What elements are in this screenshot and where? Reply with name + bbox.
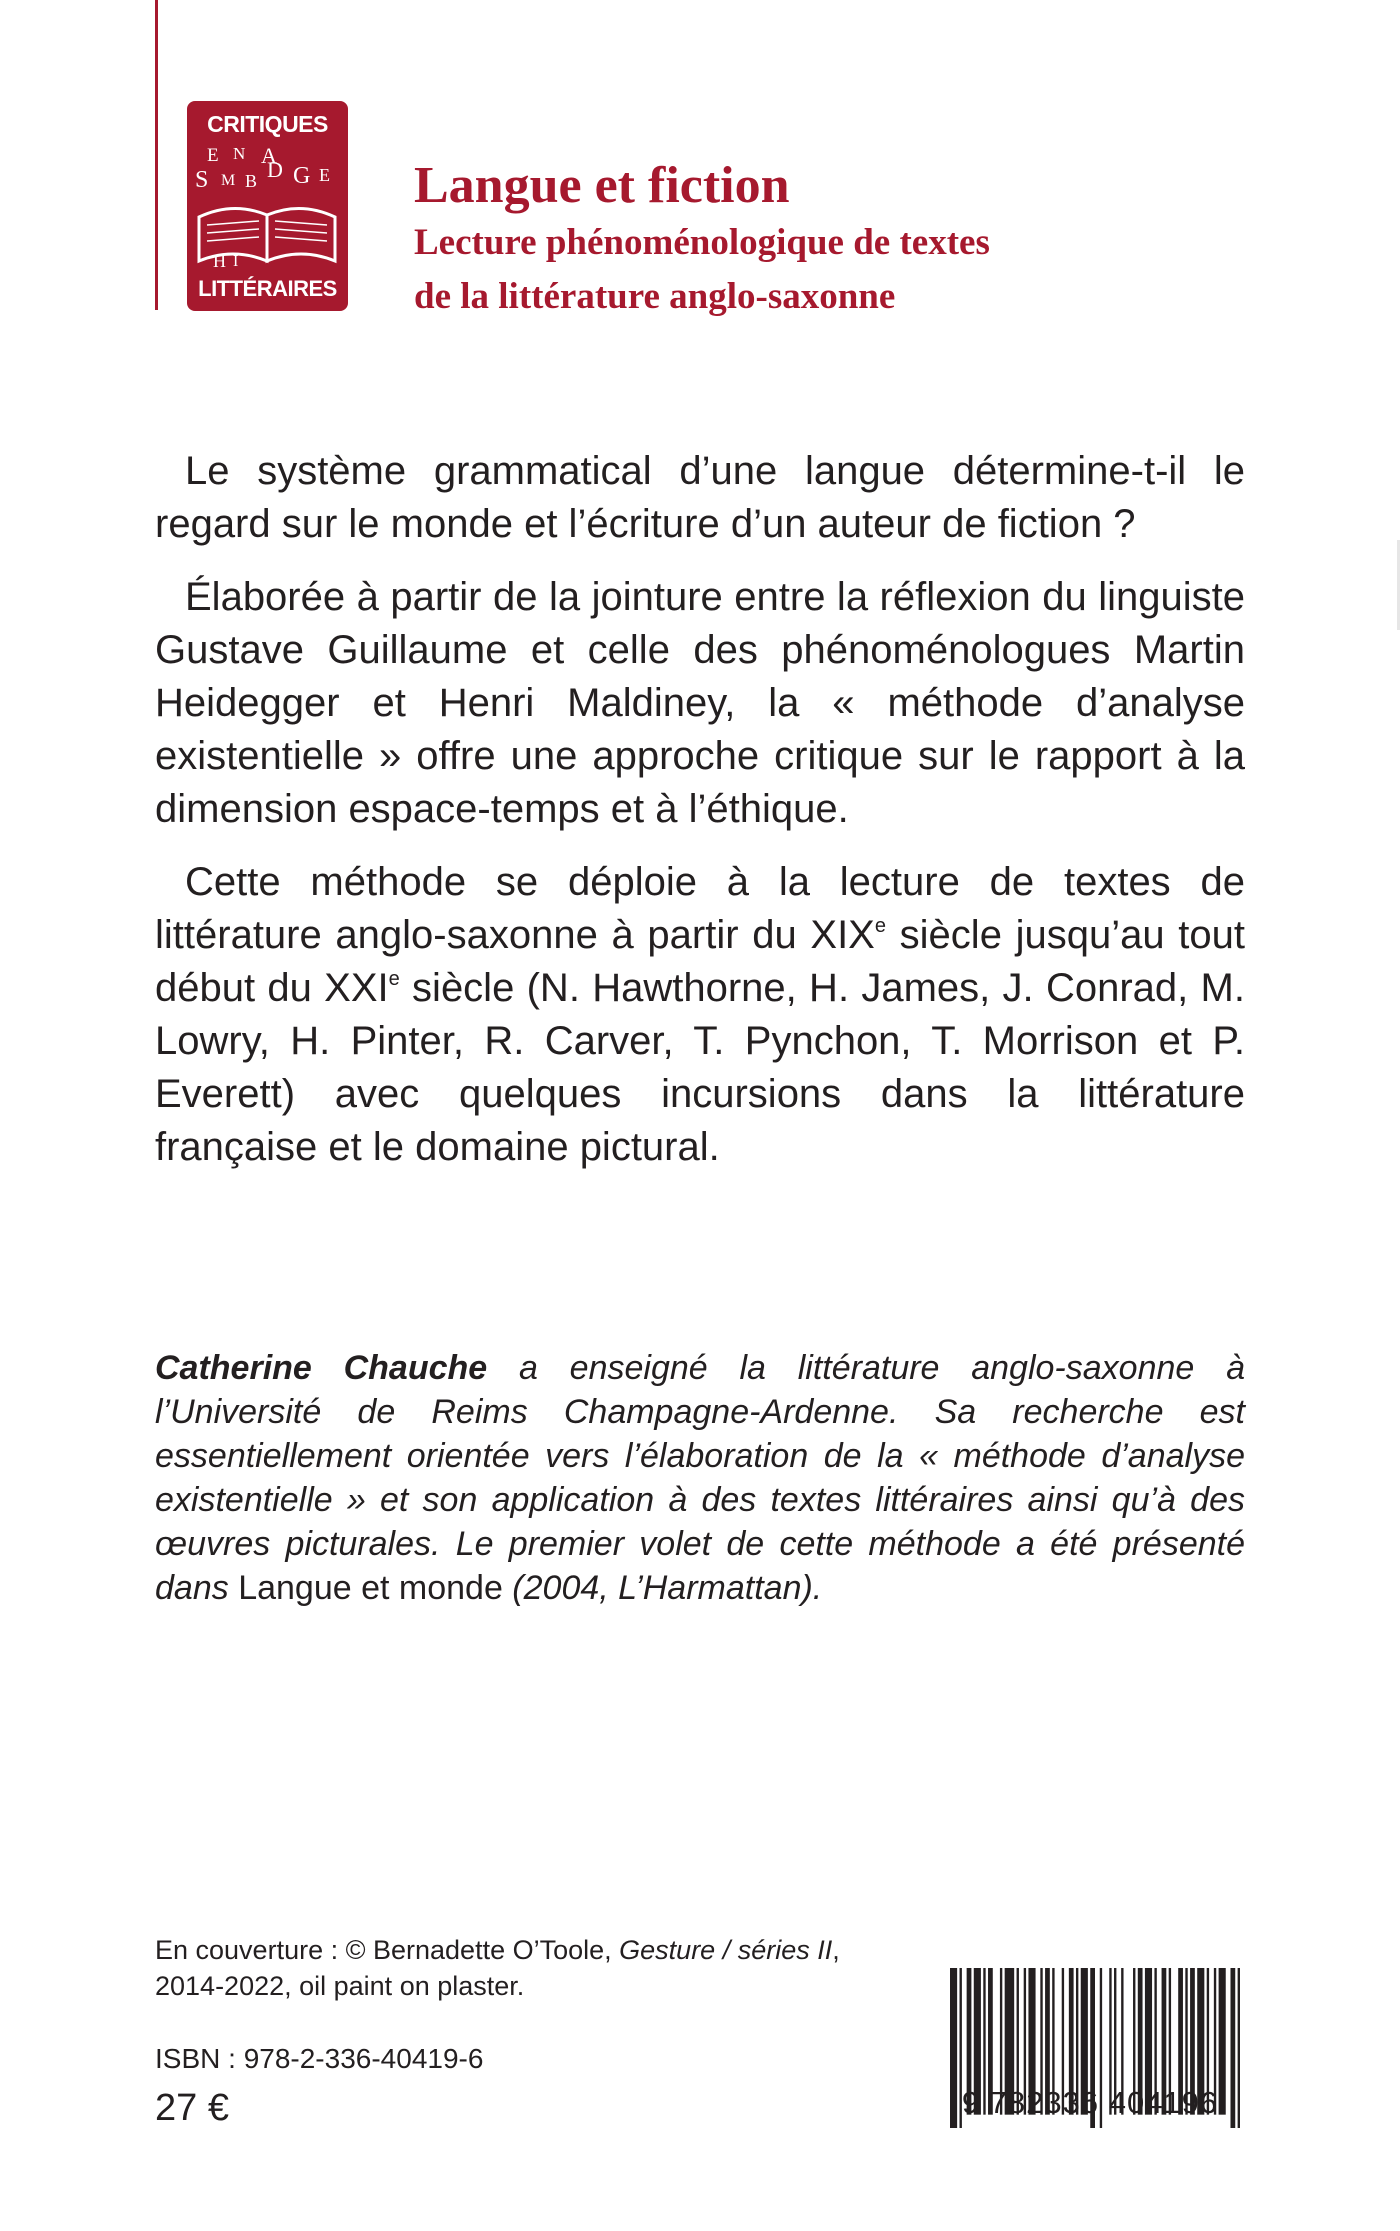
- credit-suffix: , 2014-2022, oil paint on plaster.: [155, 1935, 840, 2001]
- bio-book-title: Langue et monde: [238, 1569, 503, 1607]
- p3-sup-1: e: [874, 915, 886, 937]
- blurb-paragraph-1: Le système grammatical d’une langue détermine-t-il le regard sur le monde et l’écriture d’un auteur de fiction ?: [155, 449, 1245, 546]
- logo-letter: N: [233, 144, 246, 163]
- p3-part-3: siècle (N. Hawthorne, H. James, J. Conrad, M. Lowry, H. Pinter, R. Carver, T. Pynchon, T. Morrison et P. Everett) avec quelques incursions dans la littérature française et le domaine pictural.: [155, 966, 1245, 1169]
- blurb-paragraph-3: [155, 856, 1245, 1174]
- logo-bottom-text: LITTÉRAIRES: [198, 276, 337, 301]
- logo-letter: H: [213, 251, 226, 269]
- logo-top-text: CRITIQUES: [207, 111, 328, 137]
- subtitle-line-2: de la littérature anglo-saxonne: [414, 276, 896, 317]
- bio-text-1: a enseigné la littérature anglo-saxonne à l’Université de Reims Champagne-Ardenne. Sa recherche est essentiellement orientée vers l’élaboration de la « méthode d’analyse existentielle » et son application à des textes littéraires ainsi qu’à des œuvres picturales. Le premier volet de cette méthode a été présenté dans: [155, 1349, 1245, 1607]
- book-title: Langue et fiction: [414, 157, 790, 214]
- price: 27 €: [155, 2087, 229, 2129]
- barcode-digits: 9 782336 404196: [961, 2085, 1219, 2120]
- logo-letter: S: [195, 167, 209, 193]
- credit-work: Gesture / séries II: [619, 1935, 833, 1965]
- credit-prefix: En couverture : © Bernadette O’Toole,: [155, 1935, 620, 1965]
- cover-credit: [155, 1932, 915, 2004]
- red-vertical-rule: [155, 0, 158, 310]
- blurb-paragraph-2: Élaborée à partir de la jointure entre la réflexion du linguiste Gustave Guillaume et celle des phénoménologues Martin Heidegger et Henri Maldiney, la « méthode d’analyse existentielle » offre une approche critique sur le rapport à la dimension espace-temps et à l’éthique.: [155, 575, 1245, 831]
- bio-text-2: (2004, L’Harmattan).: [502, 1569, 823, 1607]
- logo-letter: B: [245, 171, 258, 191]
- author-name: Catherine Chauche: [155, 1349, 488, 1387]
- collection-logo: [187, 101, 348, 311]
- isbn: ISBN : 978-2-336-40419-6: [155, 2043, 484, 2074]
- author-bio: [155, 1346, 1245, 1610]
- logo-letter: E: [207, 145, 219, 166]
- logo-letter: E: [319, 165, 330, 185]
- subtitle-line-1: Lecture phénoménologique de textes: [414, 222, 990, 263]
- title-block: [414, 156, 1314, 324]
- p3-part-2: siècle jusqu’au tout début du XXI: [155, 913, 1246, 1010]
- p3-sup-2: e: [388, 968, 400, 990]
- logo-letter: G: [293, 163, 311, 189]
- p3-part-1: Cette méthode se déploie à la lecture de textes de littérature anglo-saxonne à partir du XIX: [155, 860, 1245, 957]
- logo-letter: I: [233, 253, 239, 269]
- logo-letter: A: [261, 143, 277, 168]
- logo-letter: D: [267, 157, 283, 182]
- blurb: [155, 445, 1245, 1194]
- open-book-icon: [193, 139, 342, 269]
- logo-letter: M: [221, 172, 236, 189]
